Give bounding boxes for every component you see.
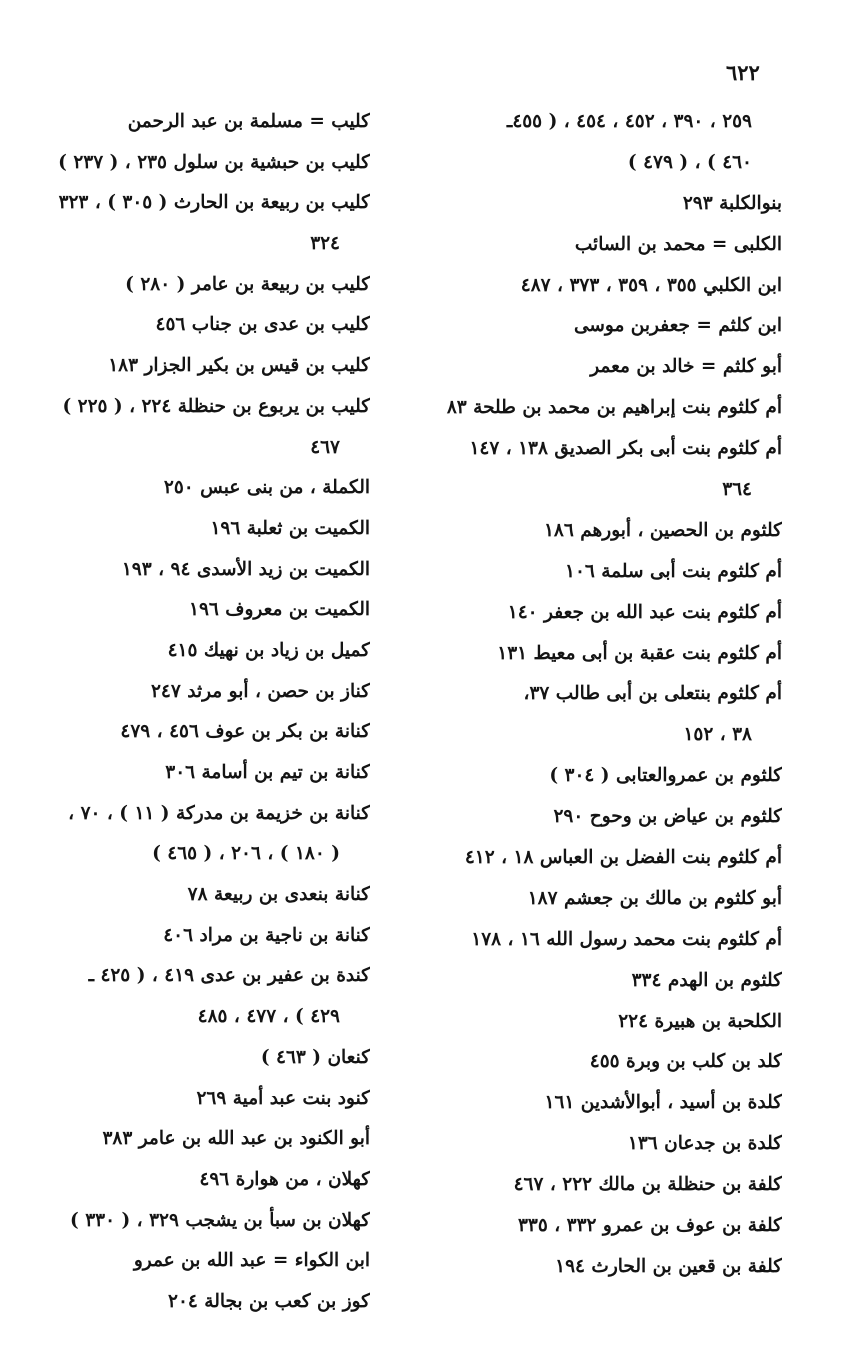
index-entry: كليب بن عدى بن جناب ٤٥٦ — [155, 314, 370, 336]
index-entry: كليب بن يربوع بن حنظلة ٢٢٤ ، ( ٢٢٥ ) — [62, 395, 370, 417]
index-entry: كلثوم بن عمروالعتابى ( ٣٠٤ ) — [549, 765, 782, 787]
index-entry: بنوالكلبة ٢٩٣ — [682, 192, 782, 214]
index-entry-continuation: ٣٦٤ — [722, 479, 752, 501]
index-entry: أم كلثوم بنتعلى بن أبى طالب ٣٧، — [523, 683, 782, 705]
index-entry: كلفة بن عوف بن عمرو ٣٣٢ ، ٣٣٥ — [517, 1215, 782, 1237]
index-entry: أم كلثوم بنت الفضل بن العباس ١٨ ، ٤١٢ — [464, 847, 782, 869]
index-entry: كنانة بن ناجية بن مراد ٤٠٦ — [163, 924, 370, 946]
index-entry: أبو كلثوم بن مالك بن جعشم ١٨٧ — [527, 887, 782, 909]
index-entry: كناز بن حصن ، أبو مرثد ٢٤٧ — [150, 680, 370, 702]
index-entry: كليب بن ربيعة بن الحارث ( ٣٠٥ ) ، ٣٢٣ — [58, 192, 370, 214]
index-entry: كهلان بن سبأ بن يشجب ٣٢٩ ، ( ٣٣٠ ) — [70, 1209, 370, 1231]
index-entry-continuation: ٣٢٤ — [310, 233, 340, 255]
index-entry: أبو كلثم = خالد بن معمر — [590, 356, 782, 378]
index-entry: كلدة بن أسيد ، أبوالأشدين ١٦١ — [544, 1092, 782, 1114]
index-entry: الكلحبة بن هبيرة ٢٢٤ — [618, 1010, 782, 1032]
index-entry: الكملة ، من بنى عبس ٢٥٠ — [163, 477, 370, 499]
index-entry: كلثوم بن الحصين ، أبورهم ١٨٦ — [543, 519, 782, 541]
index-entry: كليب بن حبشية بن سلول ٢٣٥ ، ( ٢٣٧ ) — [58, 151, 370, 173]
index-column-left — [18, 102, 370, 1323]
page-number: ٦٢٢ — [726, 60, 760, 85]
index-entry: ابن الكواء = عبد الله بن عمرو — [133, 1250, 370, 1272]
index-entry: كليب = مسلمة بن عبد الرحمن — [127, 111, 370, 132]
index-entry: أبو الكنود بن عبد الله بن عامر ٣٨٣ — [102, 1128, 370, 1150]
index-entry-continuation: ( ١٨٠ ) ، ٢٠٦ ، ( ٤٦٥ ) — [152, 843, 340, 865]
index-entry: كلفة بن قعين بن الحارث ١٩٤ — [555, 1255, 782, 1277]
index-entry: ابن كلثم = جعفربن موسى — [573, 315, 782, 337]
index-entry: كلثوم بن الهدم ٣٣٤ — [631, 969, 782, 991]
index-entry: أم كلثوم بنت عبد الله بن جعفر ١٤٠ — [507, 601, 782, 623]
index-column-right — [437, 102, 782, 1288]
index-entry: كنانة بن خزيمة بن مدركة ( ١١ ) ، ٧٠ ، — [68, 802, 370, 824]
index-entry: الكميت بن ثعلبة ١٩٦ — [210, 517, 370, 539]
index-entry: كنانة بن بكر بن عوف ٤٥٦ ، ٤٧٩ — [120, 721, 370, 743]
index-entry: كليب بن ربيعة بن عامر ( ٢٨٠ ) — [125, 273, 370, 295]
index-entry: أم كلثوم بنت عقبة بن أبى معيط ١٣١ — [497, 642, 782, 664]
index-entry: كلثوم بن عياض بن وحوح ٢٩٠ — [553, 806, 782, 828]
index-entry-continuation: ٢٥٩ ، ٣٩٠ ، ٤٥٢ ، ٤٥٤ ، ( ٤٥٥ـ — [506, 111, 752, 132]
index-entry: كليب بن قيس بن بكير الجزار ١٨٣ — [108, 355, 370, 377]
index-entry: الكلبى = محمد بن السائب — [574, 233, 782, 255]
index-entry: أم كلثوم بنت أبى سلمة ١٠٦ — [565, 560, 782, 582]
index-entry: ابن الكلبي ٣٥٥ ، ٣٥٩ ، ٣٧٣ ، ٤٨٧ — [520, 274, 782, 296]
index-entry: الكميت بن زيد الأسدى ٩٤ ، ١٩٣ — [121, 558, 370, 580]
index-entry: أم كلثوم بنت محمد رسول الله ١٦ ، ١٧٨ — [471, 928, 782, 950]
index-entry: كندة بن عفير بن عدى ٤١٩ ، ( ٤٢٥ ـ — [88, 965, 370, 987]
index-entry: كوز بن كعب بن بجالة ٢٠٤ — [168, 1290, 370, 1312]
index-entry-continuation: ٤٢٩ ) ، ٤٧٧ ، ٤٨٥ — [197, 1006, 340, 1028]
index-entry: كميل بن زياد بن نهيك ٤١٥ — [167, 639, 370, 661]
index-entry: الكميت بن معروف ١٩٦ — [189, 599, 370, 621]
index-entry: كنانة بنعدى بن ربيعة ٧٨ — [187, 884, 370, 906]
index-entry: كلد بن كلب بن وبرة ٤٥٥ — [589, 1051, 782, 1073]
index-entry: أم كلثوم بنت أبى بكر الصديق ١٣٨ ، ١٤٧ — [469, 438, 782, 460]
index-entry: كهلان ، من هوارة ٤٩٦ — [199, 1168, 370, 1190]
index-entry-continuation: ٣٨ ، ١٥٢ — [683, 724, 752, 746]
index-entry-continuation: ٤٦٧ — [310, 436, 340, 458]
index-entry-continuation: ٤٦٠ ) ، ( ٤٧٩ ) — [627, 151, 752, 173]
index-entry: كنود بنت عبد أمية ٢٦٩ — [196, 1087, 370, 1109]
index-entry: كلفة بن حنظلة بن مالك ٢٢٢ ، ٤٦٧ — [513, 1174, 782, 1196]
index-entry: كنعان ( ٤٦٣ ) — [260, 1046, 370, 1068]
index-entry: أم كلثوم بنت إبراهيم بن محمد بن طلحة ٨٣ — [446, 397, 782, 419]
index-entry: كلدة بن جدعان ١٣٦ — [627, 1133, 782, 1155]
index-entry: كنانة بن تيم بن أسامة ٣٠٦ — [165, 762, 370, 783]
